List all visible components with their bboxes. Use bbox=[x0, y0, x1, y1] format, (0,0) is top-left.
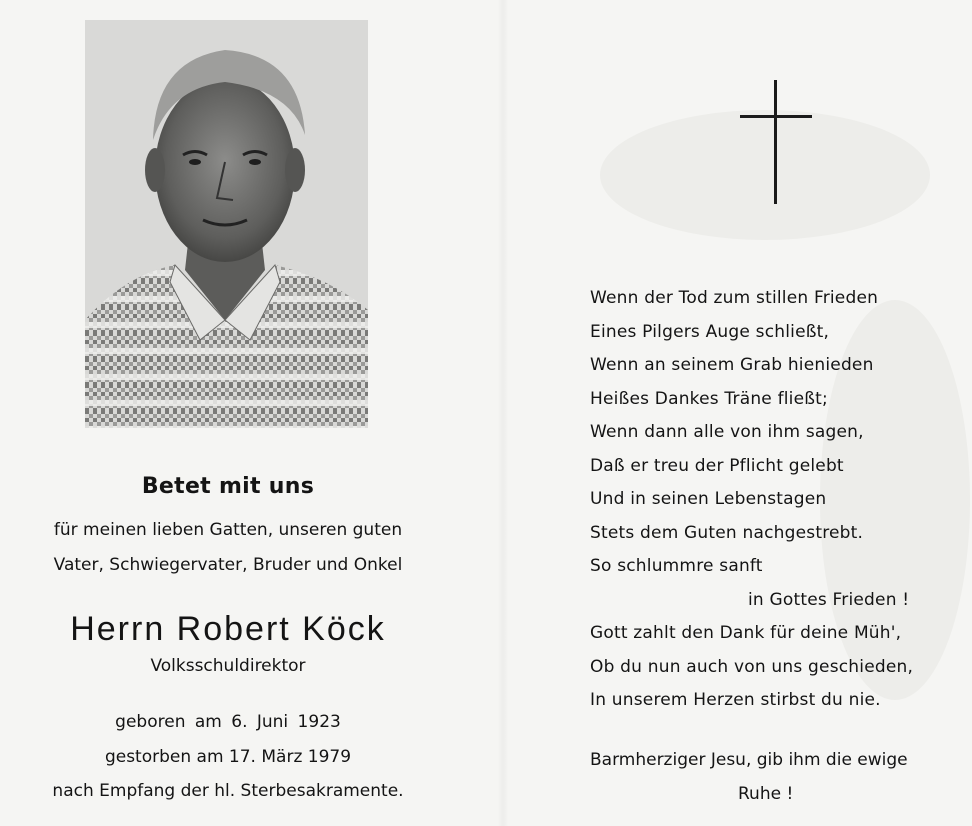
blessing bbox=[590, 744, 908, 811]
portrait-illustration bbox=[85, 20, 368, 428]
death-date: gestorben am 17. März 1979 bbox=[104, 747, 352, 767]
poem-line: Stets dem Guten nachgestrebt. bbox=[590, 522, 864, 543]
poem-line: So schlummre sanft bbox=[590, 556, 763, 576]
blessing-line: Ruhe ! bbox=[738, 783, 794, 804]
poem-line: Wenn der Tod zum stillen Frieden bbox=[590, 288, 879, 308]
poem-line: in Gottes Frieden ! bbox=[748, 589, 910, 610]
poem-line: Ob du nun auch von uns geschieden, bbox=[590, 656, 914, 677]
poem bbox=[590, 282, 913, 718]
intro-line: Vater, Schwiegervater, Bruder und Onkel bbox=[53, 555, 403, 575]
sacraments-note: nach Empfang der hl. Sterbesakramente. bbox=[52, 781, 404, 801]
deceased-name: Herrn Robert Köck bbox=[70, 610, 386, 648]
poem-line: Und in seinen Lebenstagen bbox=[590, 489, 827, 509]
poem-line: Daß er treu der Pflicht gelebt bbox=[590, 455, 844, 476]
poem-line: Wenn an seinem Grab hienieden bbox=[590, 355, 874, 375]
prayer-heading: Betet mit uns bbox=[141, 474, 315, 499]
blessing-line: Barmherziger Jesu, gib ihm die ewige bbox=[590, 750, 908, 770]
poem-line: Eines Pilgers Auge schließt, bbox=[590, 321, 830, 342]
portrait-photo bbox=[85, 20, 368, 428]
card-fold bbox=[498, 0, 508, 826]
deceased-title: Volksschuldirektor bbox=[150, 656, 306, 676]
poem-line: Wenn dann alle von ihm sagen, bbox=[590, 422, 864, 442]
poem-line: In unserem Herzen stirbst du nie. bbox=[590, 690, 881, 710]
cross-icon bbox=[740, 80, 812, 204]
poem-line: Gott zahlt den Dank für deine Müh', bbox=[590, 623, 902, 643]
birth-date: geboren am 6. Juni 1923 bbox=[115, 712, 341, 732]
intro-line: für meinen lieben Gatten, unseren guten bbox=[53, 520, 403, 540]
poem-line: Heißes Dankes Träne fließt; bbox=[590, 388, 828, 409]
